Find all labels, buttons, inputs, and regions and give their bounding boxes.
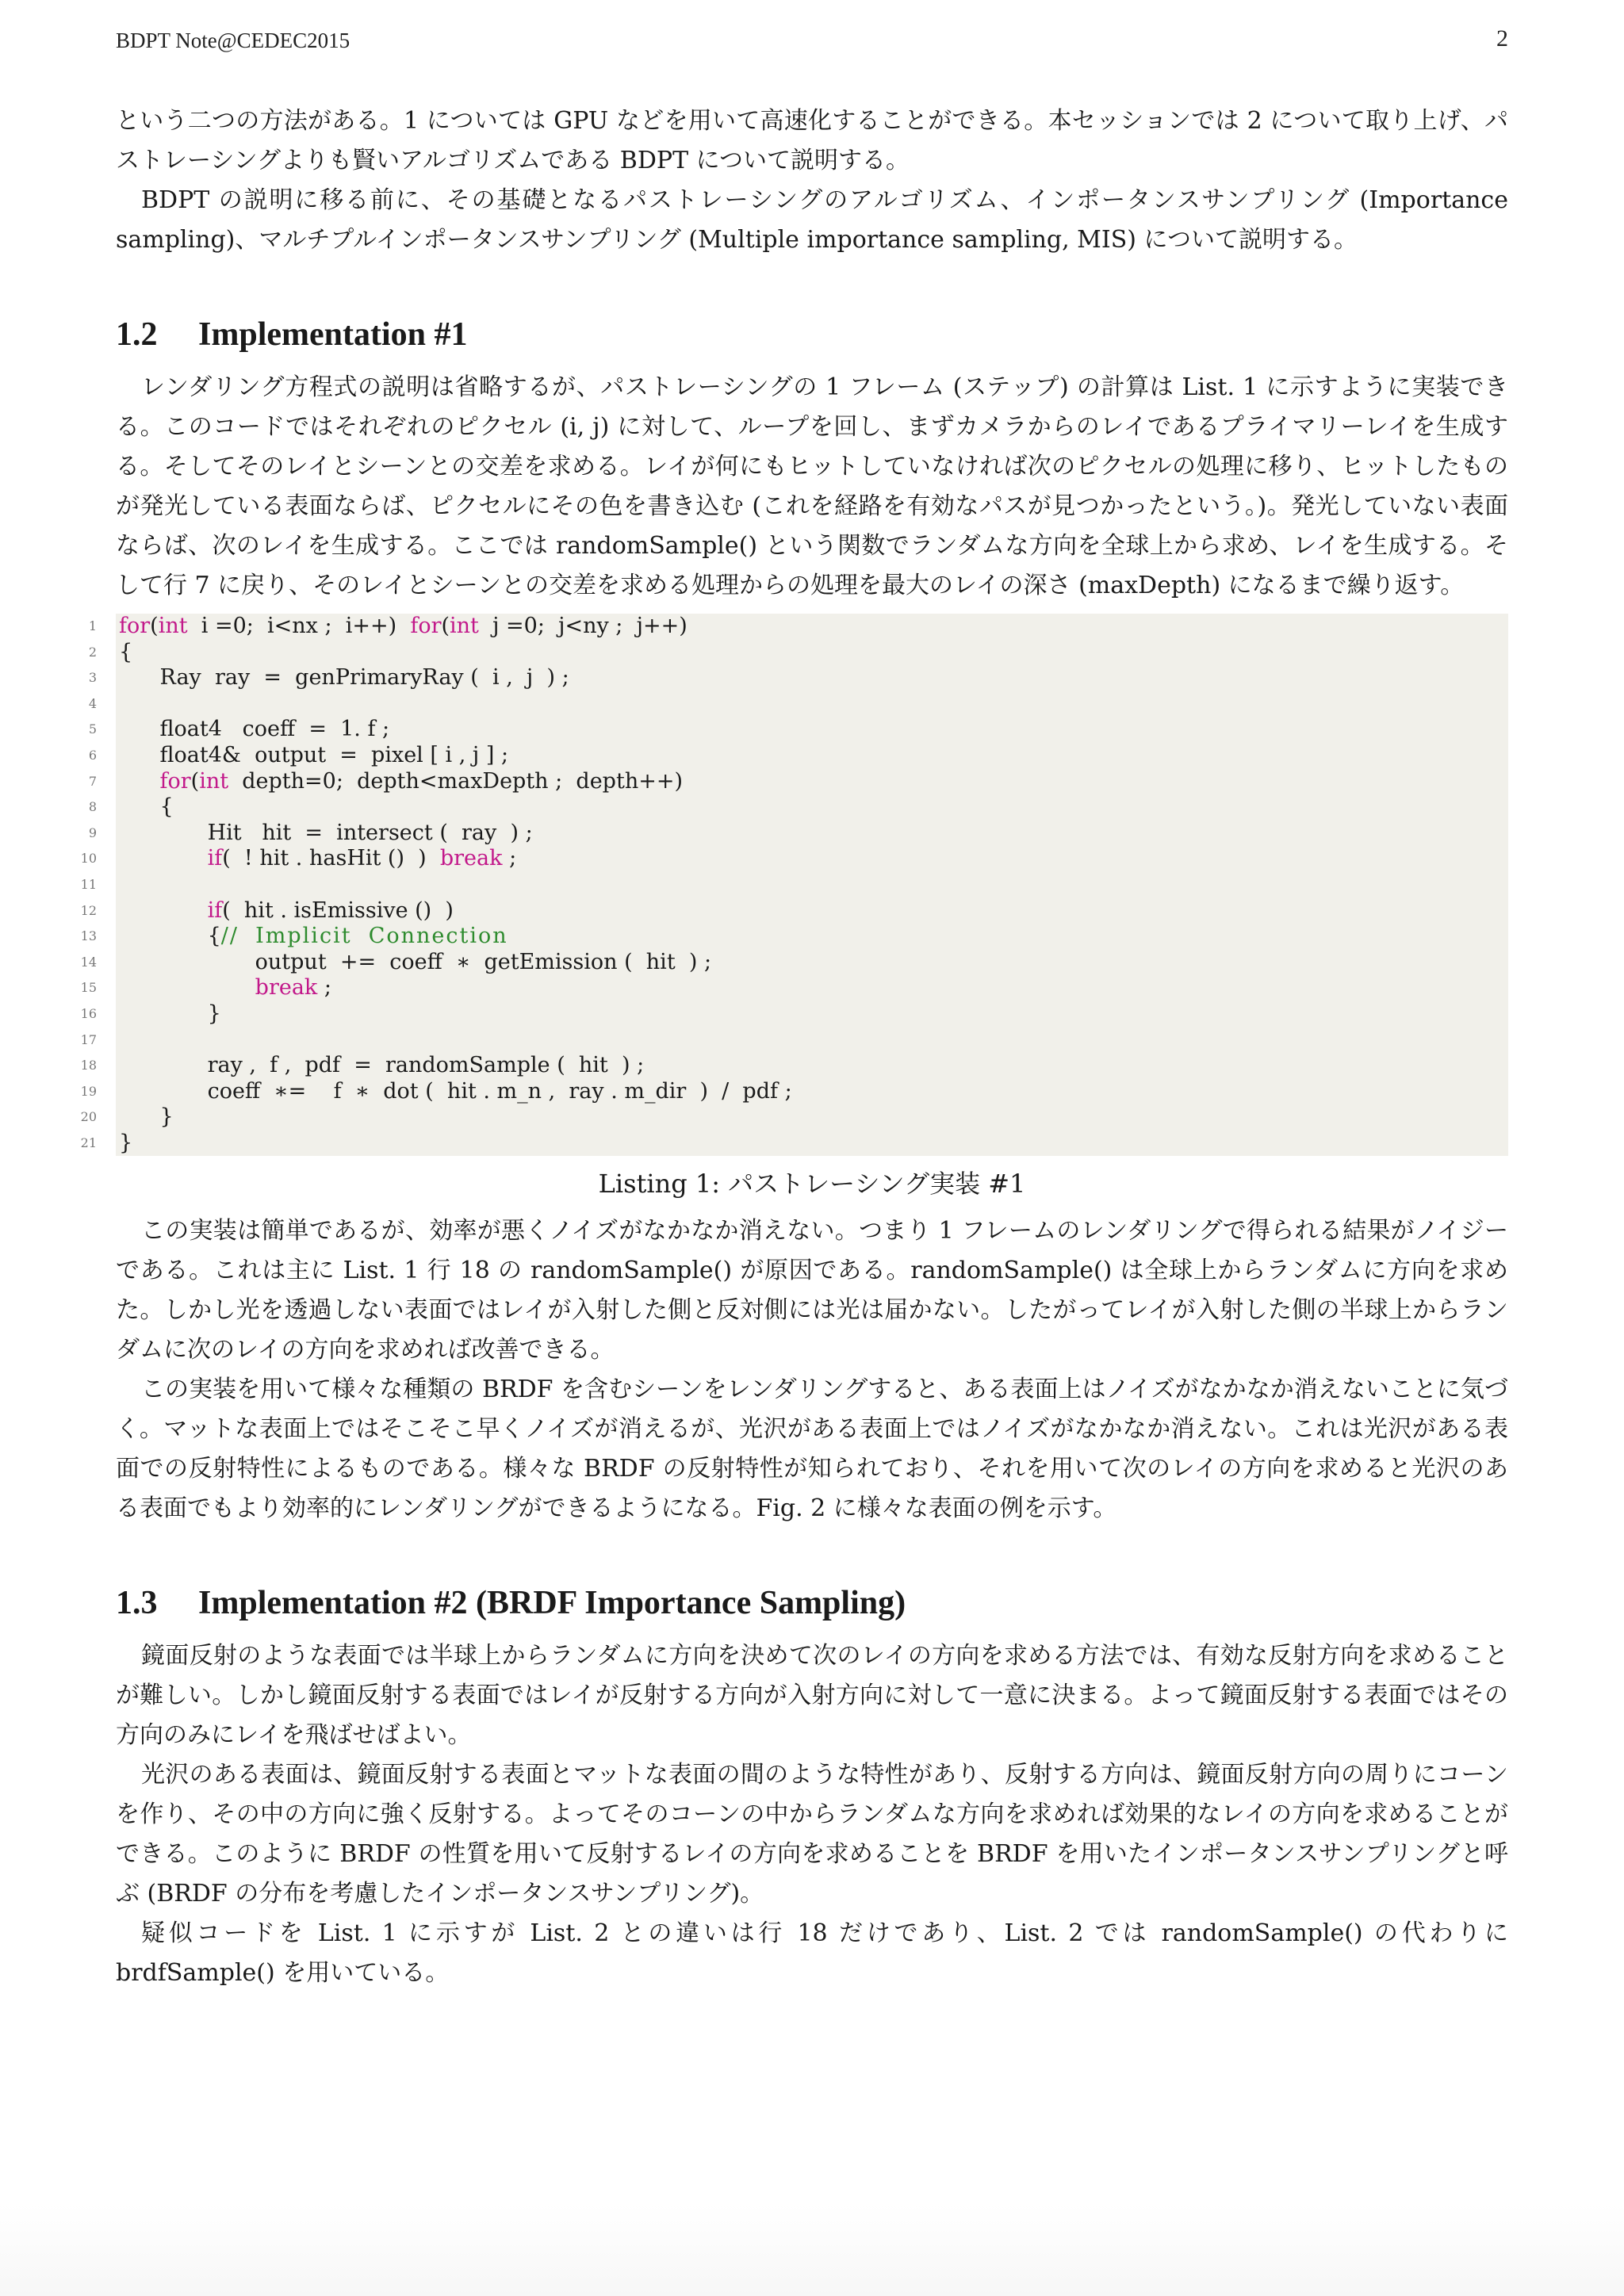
code-listing-1 — [80, 614, 1508, 1156]
code-line-text — [116, 1079, 792, 1104]
code-line-text — [116, 691, 119, 716]
code-keyword: for — [410, 614, 442, 638]
section-number: 1.3 — [116, 1585, 158, 1622]
code-line — [80, 975, 1508, 1001]
section-1-3-heading — [116, 1584, 1508, 1622]
code-line-number: 9 — [88, 825, 97, 840]
code-line — [80, 1130, 1508, 1157]
code-keyword: for — [119, 614, 151, 638]
code-comment: // Implicit Connection — [220, 924, 508, 949]
code-line — [88, 717, 1508, 743]
section-title: Implementation #1 — [198, 316, 468, 353]
code-token: { — [119, 924, 221, 949]
code-keyword: int — [158, 614, 188, 638]
listing-caption: Listing 1: パストレーシング実装 #1 — [598, 1169, 1026, 1200]
code-line-text — [116, 846, 516, 871]
page-number: 2 — [1496, 25, 1508, 52]
code-line-number: 10 — [80, 851, 97, 867]
code-line-number: 2 — [88, 644, 97, 660]
section-title: Implementation #2 (BRDF Importance Sampling) — [198, 1585, 906, 1622]
code-line — [80, 1104, 1508, 1131]
code-line-number: 16 — [80, 1005, 97, 1021]
section-1-2-paragraph-2: この実装は簡単であるが、効率が悪くノイズがなかなか消えない。つまり 1 フレームのレンダリングで得られる結果がノイジーである。これは主に List. 1 行 18 の randomSample() が原因である。randomSample() は全球上からランダムに方向を求めた。しかし光を透過しない表面ではレイが入射した側と反対側には光は届かない。したがってレイが入射した側の半球上からランダムに次のレイの方向を求めれば改善できる。 — [116, 1217, 1508, 1364]
code-line-number: 5 — [88, 721, 97, 737]
code-line-text — [116, 975, 331, 1000]
code-line — [80, 924, 1508, 950]
code-token: ( — [150, 614, 159, 638]
code-line-number: 11 — [80, 876, 97, 892]
code-line-number: 20 — [80, 1109, 97, 1125]
code-line — [88, 691, 1508, 718]
running-head-title: BDPT Note@CEDEC2015 — [116, 29, 350, 52]
section-1-3-paragraph-3: 疑似コードを List. 1 に示すが List. 2 との違いは行 18 だけであり、List. 2 では randomSample() の代わりに brdfSample() を用いている。 — [116, 1919, 1508, 1988]
intro-paragraph-1: という二つの方法がある。1 については GPU などを用いて高速化することができる。本セッションでは 2 について取り上げ、パストレーシングよりも賢いアルゴリズムである BDPT について説明する。 — [116, 107, 1508, 174]
code-keyword: if — [207, 846, 223, 871]
code-line — [88, 820, 1508, 847]
code-line-text — [116, 743, 508, 767]
code-line — [80, 1027, 1508, 1054]
code-line — [80, 949, 1508, 976]
code-token: ( ! hit . hasHit () ) — [222, 846, 440, 871]
code-token: coeff ∗= f ∗ dot ( hit . m_n , ray . m_dir ) / pdf ; — [119, 1078, 792, 1104]
code-line-text — [116, 898, 454, 923]
code-line — [80, 846, 1508, 872]
code-token: j =0; j<ny ; j++) — [478, 614, 688, 638]
code-line-number: 7 — [88, 773, 97, 789]
code-line-number: 15 — [80, 980, 97, 996]
code-token: ( — [190, 768, 200, 794]
code-line — [88, 768, 1508, 795]
section-1-2-paragraph-3: この実装を用いて様々な種類の BRDF を含むシーンをレンダリングすると、ある表面上はノイズがなかなか消えないことに気づく。マットな表面上ではそこそこ早くノイズが消えるが、光沢がある表面上ではノイズがなかなか消えない。これは光沢がある表面での反射特性によるものである。様々な BRDF の反射特性が知られており、それを用いて次のレイの方向を求めると光沢のある表面でもより効率的にレンダリングができるようになる。Fig. 2 に様々な表面の例を示す。 — [116, 1376, 1508, 1523]
code-line-number: 17 — [80, 1031, 97, 1047]
code-line — [88, 742, 1508, 769]
code-token: ray , f , pdf = randomSample ( hit ) ; — [119, 1053, 645, 1078]
code-line-number: 4 — [88, 695, 97, 711]
code-token: output += coeff ∗ getEmission ( hit ) ; — [119, 949, 712, 974]
code-token: ( — [441, 614, 450, 638]
code-line — [80, 872, 1508, 898]
code-keyword: int — [199, 768, 229, 794]
code-line-text — [116, 769, 683, 794]
code-line — [88, 639, 1508, 666]
code-token — [119, 769, 160, 794]
code-line-text — [116, 924, 508, 948]
code-line — [80, 897, 1508, 924]
section-1-2-paragraph-1: レンダリング方程式の説明は省略するが、パストレーシングの 1 フレーム (ステップ) の計算は List. 1 に示すように実装できる。このコードではそれぞれのピクセル (i, j) に対して、ループを回し、まずカメラからのレイであるプライマリーレイを生成する。そしてそのレイとシーンとの交差を求める。レイが何にもヒットしていなければ次のピクセルの処理に移り、ヒットしたものが発光している表面ならば、ピクセルにその色を書き込む (これを経路を有効なパスが見つかったという。)。発光していない表面ならば、次のレイを生成する。ここでは randomSample() という関数でランダムな方向を全球上から求め、レイを生成する。そして行 7 に戻り、そのレイとシーンとの交差を求める処理からの処理を最大のレイの深さ (maxDepth) になるまで繰り返す。 — [116, 373, 1508, 599]
code-line-text — [116, 614, 688, 638]
code-line — [80, 1001, 1508, 1027]
body-content — [80, 101, 1508, 1993]
code-token: Ray ray = genPrimaryRay ( i , j ) ; — [119, 665, 569, 691]
code-line-number: 1 — [88, 618, 97, 633]
code-line-number: 19 — [80, 1083, 97, 1099]
code-token: depth=0; depth<maxDepth ; depth++) — [228, 768, 683, 794]
section-1-2-heading — [116, 316, 1508, 354]
intro-paragraph-2: BDPT の説明に移る前に、その基礎となるパストレーシングのアルゴリズム、インポータンスサンプリング (Importance sampling)、マルチプルインポータンスサンプリング (Multiple importance sampling, MIS) について説明する。 — [116, 186, 1508, 254]
code-keyword: int — [450, 614, 479, 638]
code-token: } — [119, 1001, 221, 1026]
code-line-number: 6 — [88, 747, 97, 763]
section-1-3-paragraph-2: 光沢のある表面は、鏡面反射する表面とマットな表面の間のような特性があり、反射する方向は、鏡面反射方向の周りにコーンを作り、その中の方向に強く反射する。よってそのコーンの中からランダムな方向を求めれば効果的なレイの方向を求めることができる。このように BRDF の性質を用いて反射するレイの方向を求めることを BRDF を用いたインポータンスサンプリングと呼ぶ (BRDF の分布を考慮したインポータンスサンプリング)。 — [116, 1761, 1508, 1908]
code-line-number: 21 — [80, 1135, 97, 1150]
code-token: float4 coeff = 1. f ; — [119, 717, 390, 742]
code-token: } — [119, 1104, 174, 1130]
code-line-text — [116, 1053, 644, 1077]
code-token: i =0; i<nx ; i++) — [187, 614, 411, 638]
code-token: float4& output = pixel [ i , j ] ; — [119, 742, 509, 767]
section-1-3-paragraph-1: 鏡面反射のような表面では半球上からランダムに方向を決めて次のレイの方向を求める方法では、有効な反射方向を求めることが難しい。しかし鏡面反射する表面ではレイが反射する方向が入射方向に対して一意に決まる。よって鏡面反射する表面ではその方向のみにレイを飛ばせばよい。 — [116, 1642, 1508, 1750]
code-line-text — [116, 794, 174, 819]
code-line-text — [116, 1001, 221, 1026]
code-keyword: for — [159, 768, 191, 794]
code-line-number: 3 — [88, 670, 97, 686]
section-number: 1.2 — [116, 316, 158, 353]
code-line-text — [116, 1131, 132, 1155]
code-line-text — [116, 1104, 174, 1129]
code-token: { — [119, 794, 174, 820]
code-token — [119, 846, 208, 871]
code-line-text — [116, 872, 119, 897]
code-line — [88, 665, 1508, 691]
code-line — [80, 1053, 1508, 1079]
code-line-text — [116, 640, 132, 664]
code-token — [119, 898, 208, 923]
code-token: Hit hit = intersect ( ray ) ; — [119, 820, 533, 845]
code-line — [80, 1078, 1508, 1105]
code-line — [88, 614, 1508, 640]
code-token — [119, 975, 255, 1000]
running-head — [116, 25, 1508, 53]
code-line-text — [116, 717, 389, 741]
code-line-text — [116, 950, 711, 974]
code-line-number: 8 — [88, 799, 97, 815]
code-line-number: 12 — [80, 902, 97, 918]
code-line-text — [116, 821, 533, 845]
page-bottom-shade — [0, 2204, 1624, 2296]
code-line — [88, 794, 1508, 821]
code-line-number: 13 — [80, 928, 97, 944]
code-line-text — [116, 665, 569, 690]
code-token: ; — [317, 975, 331, 1001]
code-token: { — [119, 639, 133, 664]
code-keyword: if — [207, 897, 223, 923]
code-line-number: 14 — [80, 954, 97, 970]
code-keyword: break — [255, 975, 318, 1001]
code-token: ; — [502, 846, 517, 871]
code-line-text — [116, 1027, 119, 1052]
code-token: ( hit . isEmissive () ) — [222, 897, 454, 923]
code-line-number: 18 — [80, 1058, 97, 1073]
code-token: } — [119, 1130, 133, 1155]
code-keyword: break — [439, 846, 503, 871]
